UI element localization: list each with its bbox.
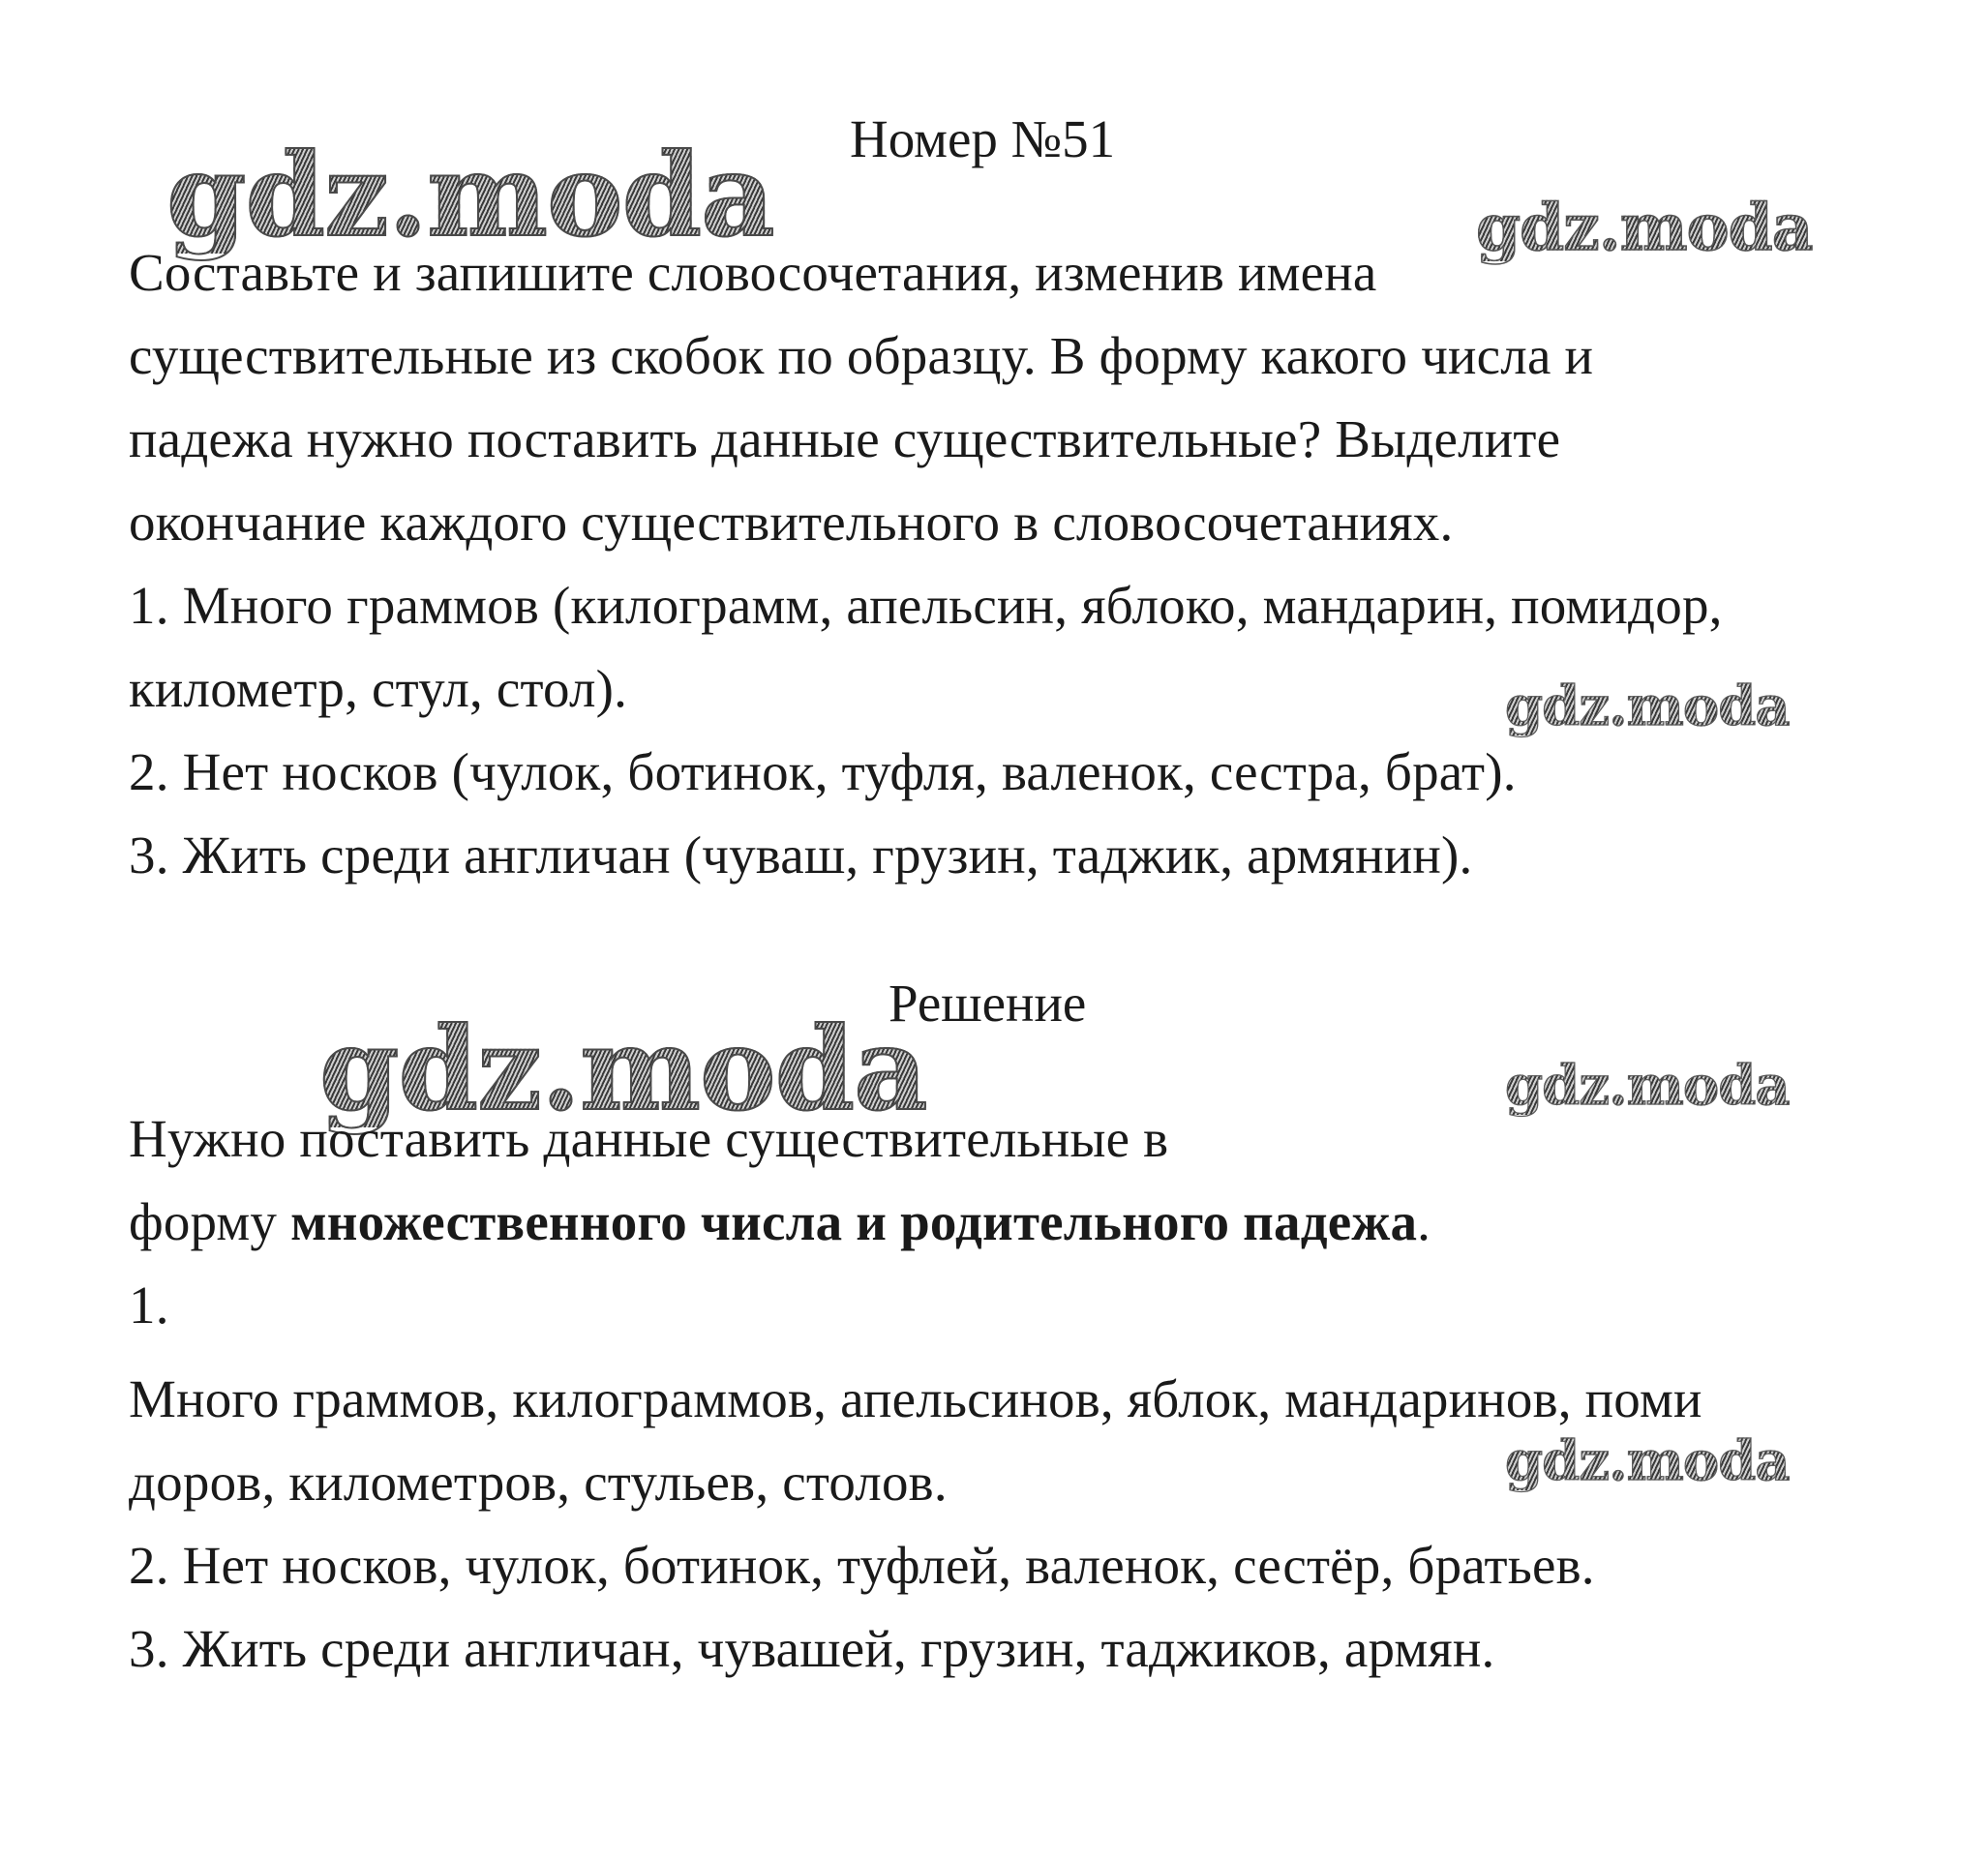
task-item: 2. Нет носков (чулок, ботинок, туфля, валенок, сестра, брат). — [129, 742, 1517, 801]
watermark-logo: gdz.moda — [1505, 1429, 1790, 1493]
solution-item-number: 1. — [129, 1275, 169, 1335]
watermark-logo: gdz.moda — [1505, 1054, 1790, 1118]
solution-intro — [129, 1191, 1431, 1253]
task-line: существительные из скобок по образцу. В форму какого числа и — [129, 326, 1594, 385]
solution-intro-prefix: форму — [129, 1192, 291, 1251]
task-item: 1. Много граммов (килограмм, апельсин, яблоко, мандарин, помидор, — [129, 576, 1723, 635]
watermark-logo: gdz.moda — [166, 128, 774, 262]
solution-item: Много граммов, килограммов, апельсинов, яблок, мандаринов, поми — [129, 1369, 1702, 1428]
task-line: окончание каждого существительного в словосочетаниях. — [129, 493, 1454, 552]
task-line: Составьте и запишите словосочетания, изменив имена — [129, 243, 1377, 302]
task-item: 3. Жить среди англичан (чуваш, грузин, таджик, армянин). — [129, 825, 1473, 885]
solution-item: 2. Нет носков, чулок, ботинок, туфлей, валенок, сестёр, братьев. — [129, 1536, 1595, 1595]
solution-heading: Решение — [889, 974, 1087, 1033]
solution-intro: Нужно поставить данные существительные в — [129, 1109, 1169, 1168]
task-number-title: Номер №51 — [850, 109, 1116, 168]
task-line: падежа нужно поставить данные существительные? Выделите — [129, 409, 1561, 468]
solution-item: 3. Жить среди англичан, чувашей, грузин, таджиков, армян. — [129, 1619, 1495, 1678]
watermark-logo: gdz.moda — [1476, 190, 1813, 265]
solution-intro-suffix: . — [1417, 1192, 1431, 1251]
solution-intro-bold: множественного числа и родительного падежа — [290, 1192, 1418, 1251]
task-item: километр, стул, стол). — [129, 659, 628, 718]
watermark-logo: gdz.moda — [1505, 675, 1790, 738]
solution-item: доров, километров, стульев, столов. — [129, 1453, 948, 1512]
watermark-logo: gdz.moda — [319, 1002, 927, 1136]
